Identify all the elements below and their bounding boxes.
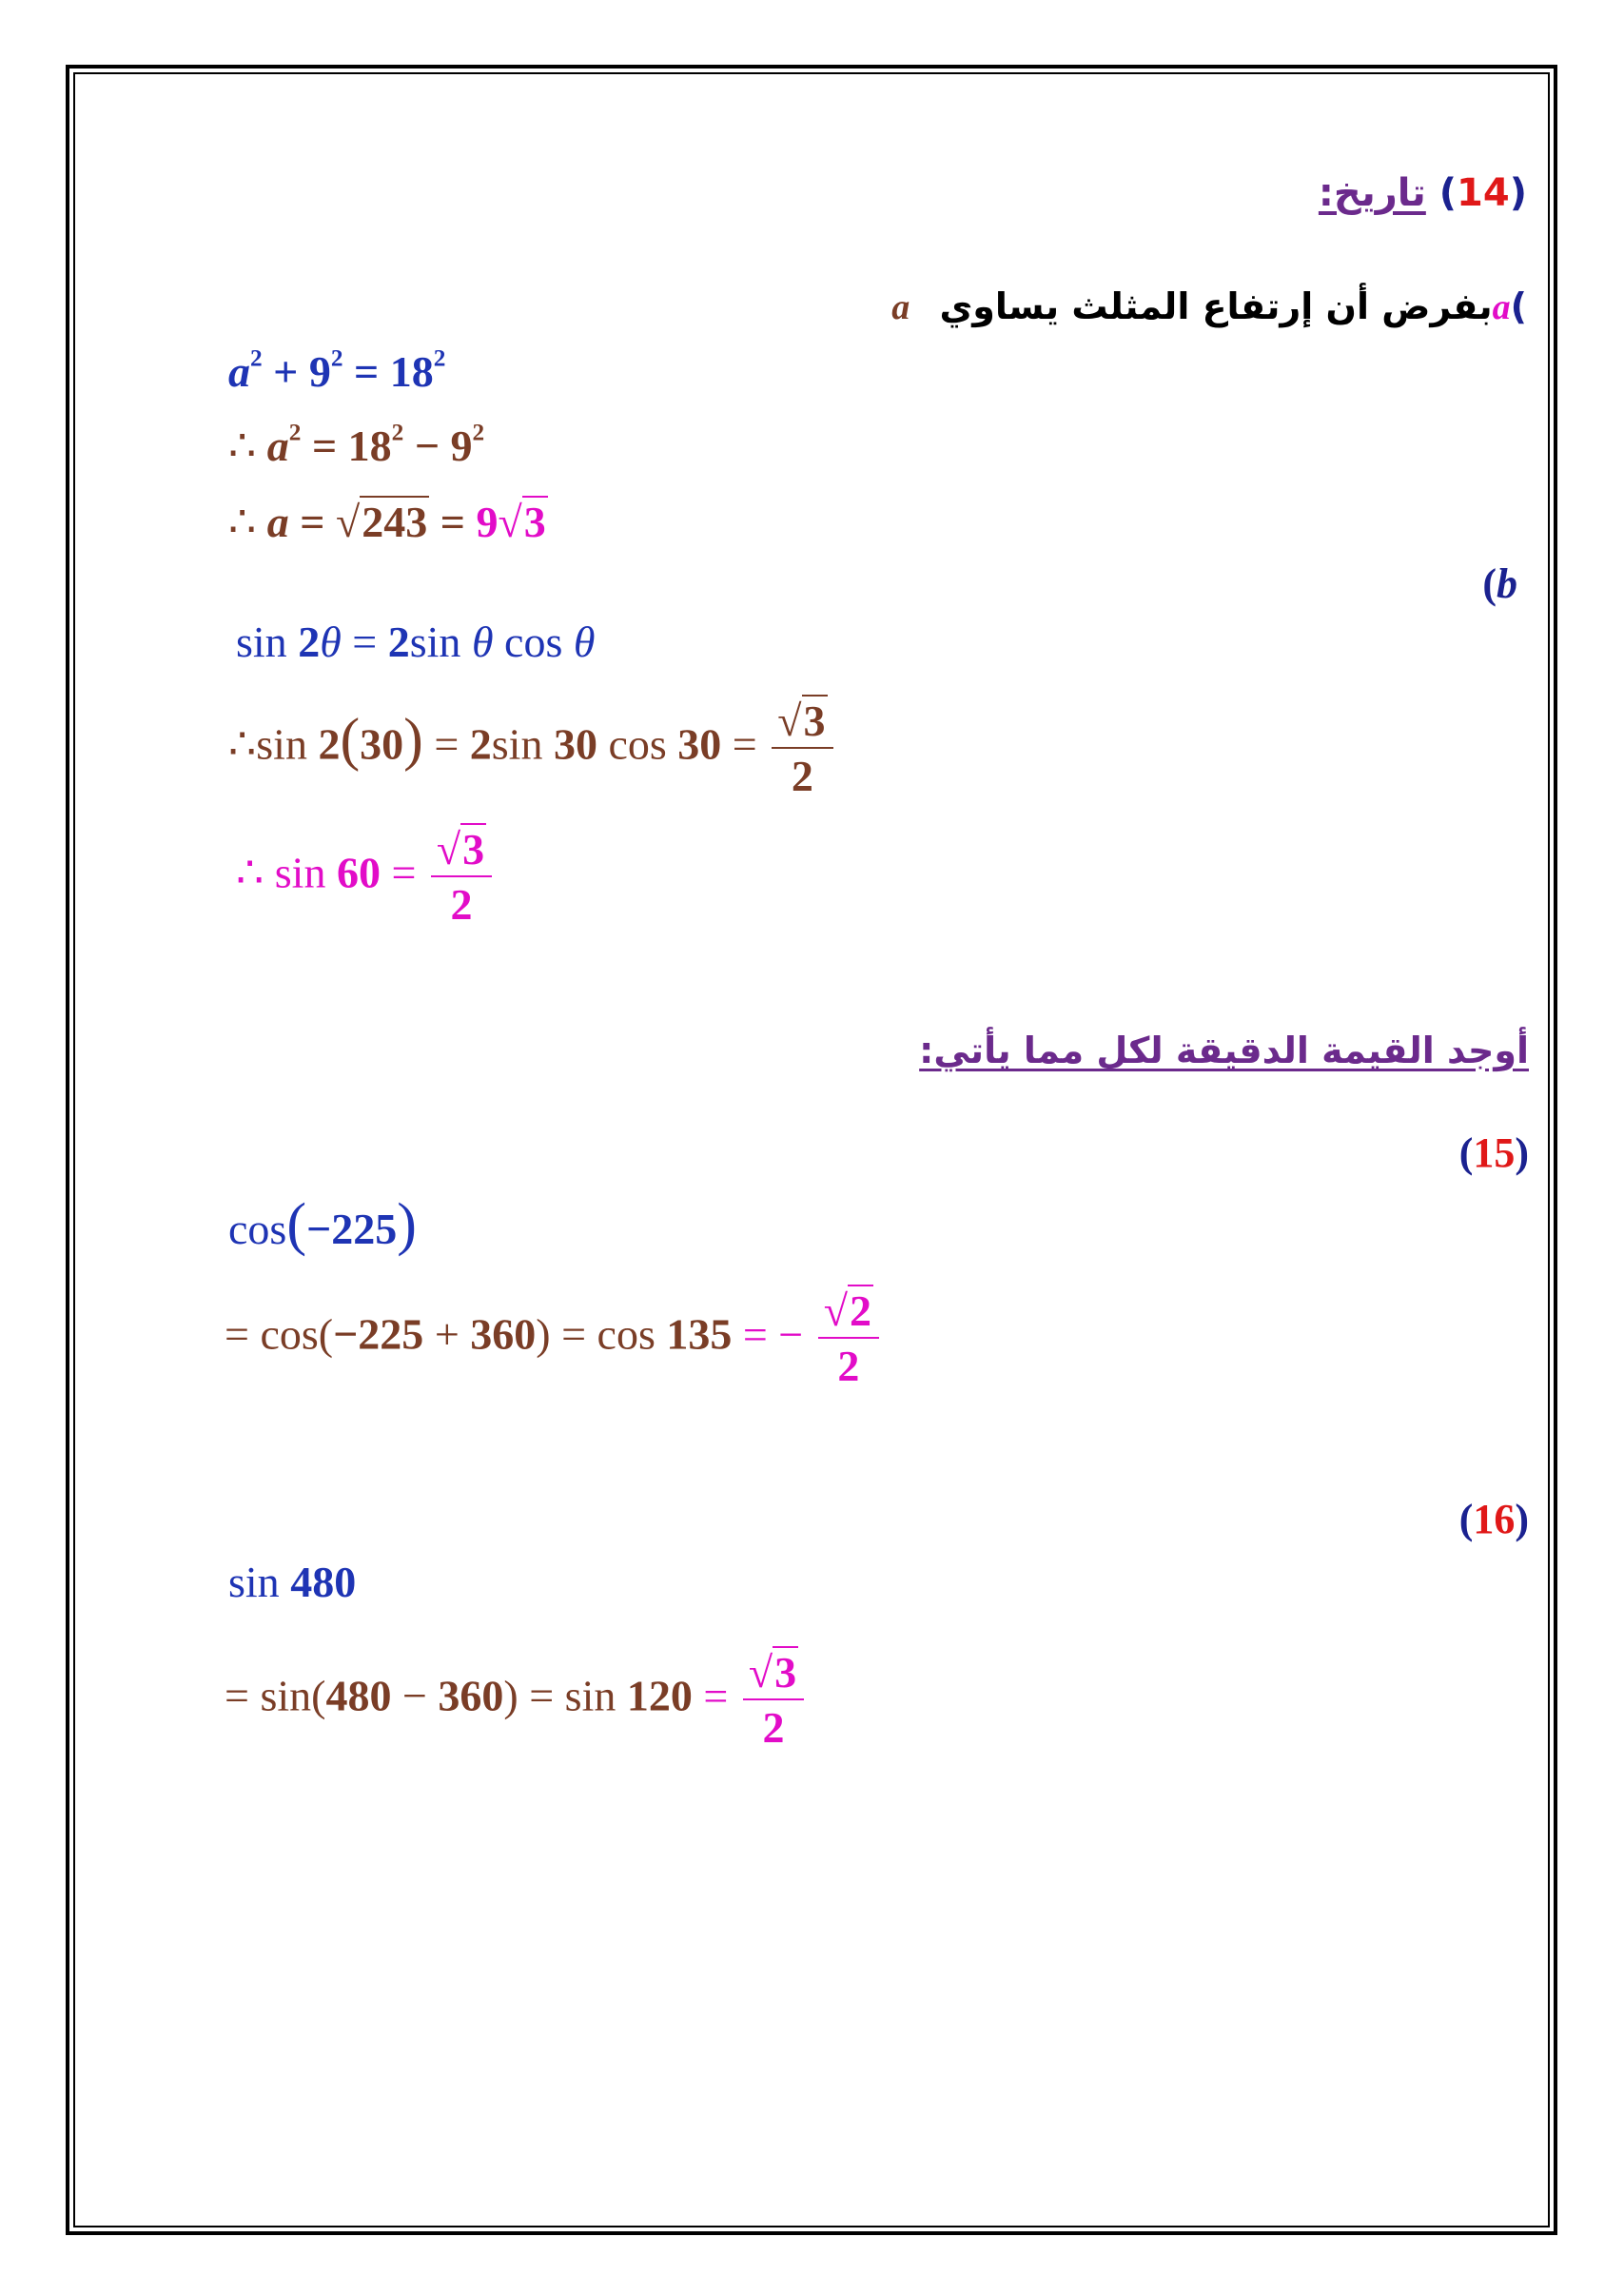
eq-a-line3: ∴ a = √243 = 9√3 <box>228 498 546 546</box>
part-b-label: (b <box>1482 560 1517 607</box>
part-a-text: بفرض أن إرتفاع المثلث يساوي <box>939 285 1493 327</box>
eq-15-line2: = cos(−225 + 360) = cos 135 = − $\frac{√2}{2}$ <box>225 1289 883 1388</box>
part-a-prompt: )aبفرض أن إرتفاع المثلث يساوي a <box>891 285 1527 327</box>
question-15-number: (15) <box>1458 1129 1529 1176</box>
part-a-label: a <box>1492 287 1511 327</box>
question-16-number: (16) <box>1458 1496 1529 1542</box>
eq-15-line1: cos(−225) <box>228 1192 417 1257</box>
fraction-sqrt3-over-2: $\frac{√3}{2}$ <box>431 828 492 927</box>
fraction-sqrt2-over-2: $\frac{√2}{2}$ <box>818 1289 879 1388</box>
question-14-number: 14 <box>1457 171 1510 215</box>
eq-b-line2: ∴sin 2(30) = 2sin 30 cos 30 = $\frac{√3}{2}$ <box>228 699 837 798</box>
eq-16-line2: = sin(480 − 360) = sin 120 = $\frac{√3}{2}$ <box>225 1651 808 1750</box>
eq-16-line1: sin 480 <box>228 1558 357 1606</box>
eq-a-line2: ∴ $a^2 = 18^2 - 9^2$ <box>228 419 485 470</box>
instruction-heading: أوجد القيمة الدقيقة لكل مما يأتي: <box>919 1030 1529 1071</box>
eq-b-line3: ∴ sin 60 = $\frac{√3}{2}$ <box>236 828 496 927</box>
fraction-sqrt3-over-2: $\frac{√3}{2}$ <box>772 699 832 798</box>
eq-a-line1: $a^2 + 9^2 = 18^2$ <box>228 344 446 396</box>
question-14-title: تاريخ: <box>1318 171 1426 215</box>
question-14-heading: (14) تاريخ: <box>1318 171 1527 215</box>
part-a-variable: a <box>891 287 910 327</box>
eq-b-line1: sin 2θ = 2sin θ cos θ <box>236 618 596 666</box>
fraction-sqrt3-over-2: $\frac{√3}{2}$ <box>743 1651 804 1750</box>
